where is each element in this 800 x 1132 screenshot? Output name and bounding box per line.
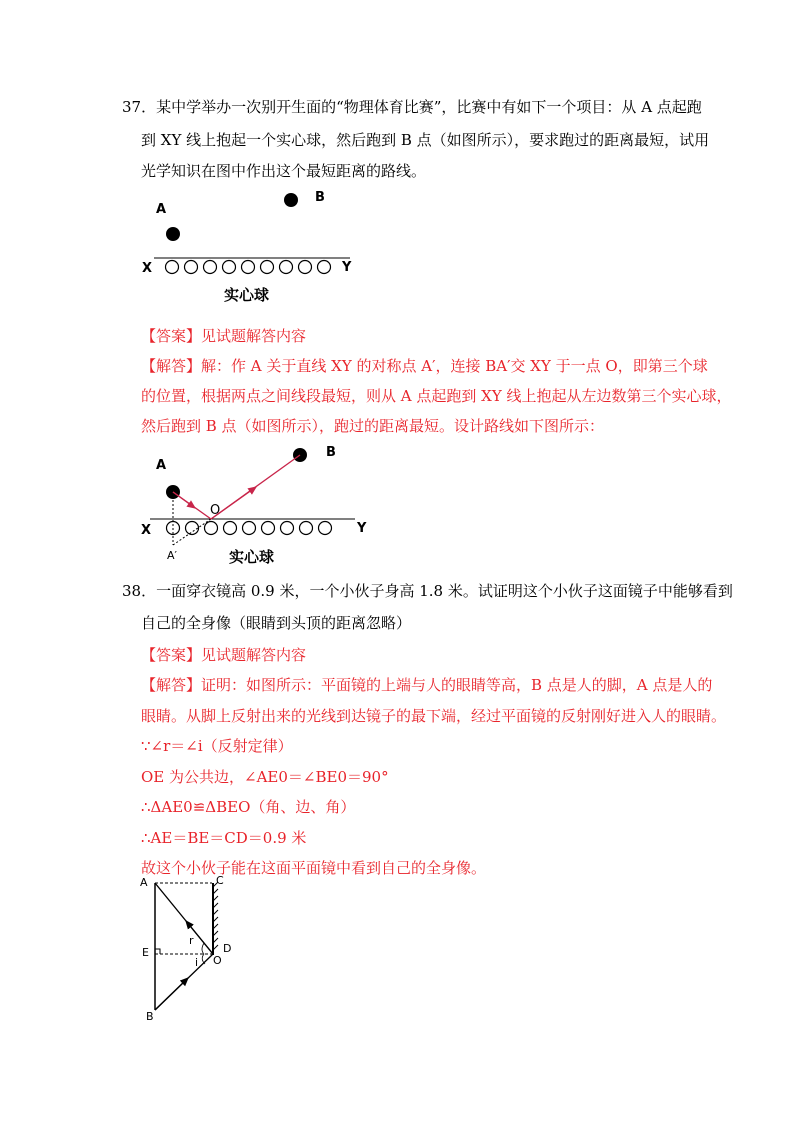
q38-solution-line1: 【解答】证明：如图所示：平面镜的上端与人的眼睛等高，B 点是人的脚，A 点是人的	[141, 676, 713, 694]
label-a: A	[156, 458, 167, 473]
q37-answer: 【答案】见试题解答内容	[141, 327, 307, 345]
label-b: B	[326, 445, 336, 460]
q38-proof-line1: ∵∠r＝∠i（反射定律）	[141, 737, 293, 755]
q38-solution-line2: 眼睛。从脚上反射出来的光线到达镜子的最下端，经过平面镜的反射刚好进入人的眼睛。	[141, 707, 727, 725]
point-a-dot	[166, 227, 180, 241]
label-a: A	[156, 202, 167, 217]
q38-proof-line2: OE 为公共边，∠AE0＝∠BE0＝90°	[141, 768, 389, 786]
label-a: A	[140, 876, 148, 889]
ball-row	[167, 522, 332, 535]
q37-solution-line1: 【解答】解：作 A 关于直线 XY 的对称点 A′，连接 BA′交 XY 于一点 O，即第三个球	[141, 357, 708, 375]
label-c: C	[216, 874, 224, 887]
figure-mirror	[138, 872, 248, 1022]
label-o: O	[210, 503, 221, 518]
figure-ball-line	[140, 188, 380, 303]
arrow-b-to-o	[155, 978, 188, 1010]
q37-line1: 37．某中学举办一次别开生面的“物理体育比赛”，比赛中有如下一个项目：从 A 点起跑	[122, 98, 702, 116]
label-d: D	[223, 942, 232, 955]
q38-proof-line4: ∴AE＝BE＝CD＝0.9 米	[141, 829, 307, 847]
label-y: Y	[357, 521, 367, 536]
q38-line1: 38．一面穿衣镜高 0.9 米，一个小伙子身高 1.8 米。试证明这个小伙子这面镜子中能够看到	[122, 582, 733, 600]
label-b: B	[315, 190, 325, 205]
q38-proof-line3: ∴ΔAE0≌ΔBEO（角、边、角）	[141, 798, 356, 816]
q38-line2: 自己的全身像（眼睛到头顶的距离忽略）	[141, 614, 412, 632]
q37-line2: 到 XY 线上抱起一个实心球，然后跑到 B 点（如图所示），要求跑过的距离最短，试用	[141, 131, 710, 149]
label-x: X	[142, 261, 153, 276]
q37-solution-line3: 然后跑到 B 点（如图所示），跑过的距离最短。设计路线如下图所示：	[141, 417, 605, 435]
label-i: i	[195, 956, 199, 969]
figure-mirror-svg	[138, 872, 248, 1022]
figure-caption: 实心球	[224, 286, 270, 304]
angle-r-arc	[202, 943, 204, 954]
label-x: X	[141, 523, 152, 538]
label-e: E	[142, 946, 149, 959]
figure-shortest-path	[140, 442, 380, 567]
q37-solution-line2: 的位置，根据两点之间线段最短，则从 A 点起跑到 XY 线上抱起从左边数第三个实心球，	[141, 387, 732, 405]
label-o: O	[213, 954, 222, 967]
arrow-a-to-o	[173, 492, 195, 508]
label-a-prime: A′	[167, 549, 178, 562]
q38-proof-line5: 故这个小伙子能在这面平面镜中看到自己的全身像。	[141, 859, 487, 877]
label-y: Y	[342, 260, 352, 275]
q37-line3: 光学知识在图中作出这个最短距离的路线。	[141, 162, 427, 180]
label-r: r	[189, 934, 194, 947]
point-b-dot	[284, 193, 298, 207]
ball-row	[166, 261, 331, 274]
figure-caption: 实心球	[229, 548, 275, 566]
label-b: B	[146, 1010, 154, 1023]
q38-answer: 【答案】见试题解答内容	[141, 646, 307, 664]
